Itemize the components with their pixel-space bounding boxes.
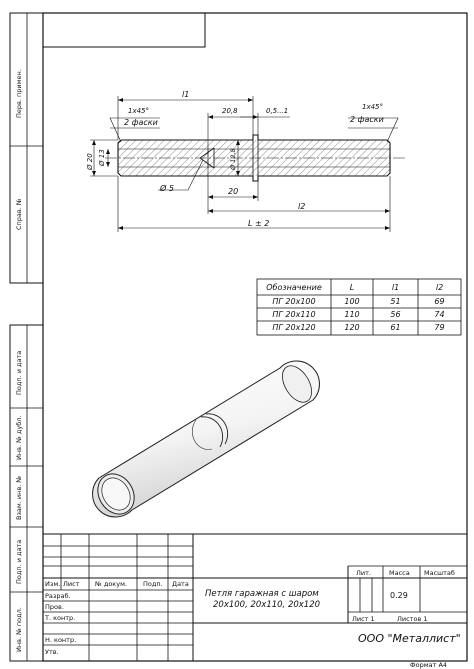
tb-list: Лист 1 bbox=[352, 615, 375, 623]
dim-L: L ± 2 bbox=[248, 219, 270, 228]
tb-col-izm: Изм. bbox=[45, 580, 61, 588]
dim-chamfer-right-note: 2 фаски bbox=[350, 115, 384, 124]
table-header-designation: Обозначение bbox=[266, 283, 322, 292]
dim-dia-5: Ø 5 bbox=[160, 184, 174, 193]
dim-gap: 0,5...1 bbox=[266, 107, 289, 115]
dim-dia-13: Ø 13 bbox=[98, 149, 106, 166]
tb-lit: Лит. bbox=[356, 569, 371, 577]
tb-massa: Масса bbox=[389, 569, 410, 577]
dim-chamfer-left-note: 2 фаски bbox=[124, 118, 158, 127]
table-cell: 51 bbox=[390, 297, 401, 306]
dim-dia-20: Ø 20 bbox=[86, 153, 94, 170]
side-label-podp-data-2: Подп. и дата bbox=[15, 539, 23, 584]
tb-role-prov: Пров. bbox=[45, 603, 64, 611]
dim-20-8: 20,8 bbox=[222, 107, 238, 115]
table-cell: 61 bbox=[390, 323, 401, 332]
tb-role-utv: Утв. bbox=[45, 648, 59, 656]
tb-title-line2: 20x100, 20x110, 20x120 bbox=[213, 600, 321, 610]
side-label-perv-primen: Перв. примен. bbox=[15, 69, 23, 118]
tb-role-tkontr: Т. контр. bbox=[45, 614, 76, 622]
table-cell: ПГ 20x100 bbox=[272, 297, 316, 306]
table-header-l2: l2 bbox=[435, 283, 444, 292]
dim-chamfer-left: 1x45° bbox=[128, 107, 150, 115]
table-cell: 110 bbox=[344, 310, 360, 319]
table-cell: 74 bbox=[434, 310, 445, 319]
table-cell: 100 bbox=[344, 297, 360, 306]
side-label-sprav-no: Справ. № bbox=[15, 198, 23, 230]
tb-col-list: Лист bbox=[63, 580, 80, 588]
tb-title-line1: Петля гаражная с шаром bbox=[205, 589, 319, 599]
table-cell: ПГ 20x120 bbox=[272, 323, 316, 332]
tb-company: ООО "Металлист" bbox=[358, 632, 461, 645]
side-label-vzam-inv: Взам. инв. № bbox=[15, 475, 23, 520]
sheet-frame bbox=[10, 13, 467, 661]
side-label-podp-data-1: Подп. и дата bbox=[15, 350, 23, 395]
table-header-l1: l1 bbox=[391, 283, 400, 292]
tb-listov: Листов 1 bbox=[397, 615, 428, 623]
tb-role-nkontr: Н. контр. bbox=[45, 636, 77, 644]
side-label-inv-podl: Инв. № подл. bbox=[15, 607, 23, 652]
tb-col-doc: № докум. bbox=[95, 580, 128, 588]
tb-role-razrab: Разраб. bbox=[45, 592, 71, 600]
dim-dia-12-8: Ø 12,8 bbox=[229, 148, 237, 170]
table-header-L: L bbox=[349, 283, 355, 292]
table-cell: 79 bbox=[434, 323, 445, 332]
part-section-view bbox=[105, 135, 405, 181]
side-label-inv-dubl: Инв. № дубл. bbox=[15, 415, 23, 460]
dim-chamfer-right: 1x45° bbox=[362, 103, 384, 111]
table-cell: 69 bbox=[434, 297, 445, 306]
tb-col-data: Дата bbox=[172, 580, 189, 588]
dim-l2: l2 bbox=[298, 202, 306, 211]
tb-col-podp: Подп. bbox=[143, 580, 163, 588]
part-3d-view bbox=[91, 361, 320, 521]
tb-massa-value: 0.29 bbox=[390, 591, 408, 600]
tb-masshtab: Масштаб bbox=[424, 569, 455, 577]
table-cell: 120 bbox=[344, 323, 360, 332]
dim-20: 20 bbox=[228, 187, 239, 196]
table-cell: ПГ 20x110 bbox=[272, 310, 316, 319]
table-cell: 56 bbox=[390, 310, 401, 319]
tb-format: Формат А4 bbox=[410, 661, 448, 669]
dim-l1: l1 bbox=[182, 90, 190, 99]
